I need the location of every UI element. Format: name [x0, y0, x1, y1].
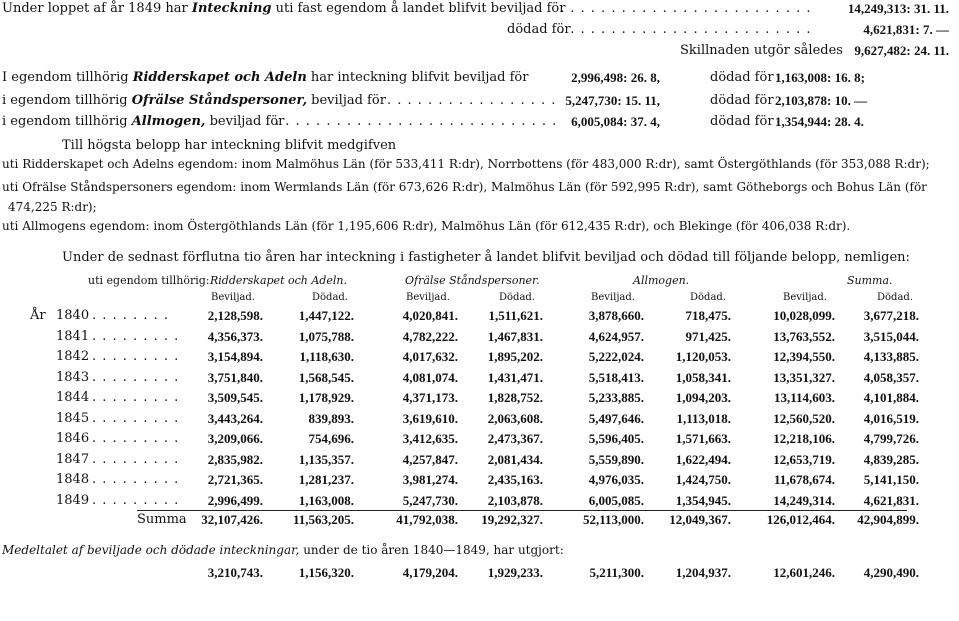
table-cell: 1,163,008.: [298, 492, 354, 508]
summary-redeemed-label: dödad för: [507, 22, 571, 37]
table-cell: 1,281,237.: [298, 472, 354, 487]
table-cell: 2,063,608.: [487, 410, 543, 426]
subheader-redeemed: Dödad.: [499, 292, 535, 303]
table-cell: 12,653,719.: [773, 451, 835, 467]
table-cell: 5,596,405.: [588, 431, 644, 446]
leader-dots: [560, 1, 816, 16]
table-cell: 1,135,357.: [298, 451, 354, 467]
year-prefix: År: [30, 308, 46, 323]
table-cell: 12,394,550.: [773, 349, 835, 364]
leader-dots: [92, 370, 184, 385]
owner-granted: 5,247,730: 15. 11,: [565, 93, 660, 108]
highest-peasantry: uti Allmogens egendom: inom Östergöthlands Län (för 1,195,606 R:dr), Malmöhus Län (för 612,435 R:dr), och Blekinge (för 406,038 R:dr).: [2, 219, 851, 233]
year-label: 1843: [56, 369, 90, 385]
table-cell: 971,425.: [685, 328, 731, 344]
table-cell: 1,431,471.: [487, 369, 543, 385]
subheader-granted: Beviljad.: [406, 292, 450, 303]
subheader-granted: Beviljad.: [211, 292, 255, 303]
table-cell: 718,475.: [685, 308, 731, 323]
table-cell: 4,976,035.: [588, 472, 644, 487]
year-label: 1849: [56, 492, 90, 508]
table-cell: 4,257,847.: [402, 451, 458, 467]
table-cell: 5,233,885.: [588, 390, 644, 405]
table-cell: 13,763,552.: [773, 328, 835, 344]
table-cell: 13,351,327.: [773, 369, 835, 385]
leader-dots: [560, 22, 816, 37]
highest-commoners: uti Ofrälse Ståndspersoners egendom: inom Wermlands Län (för 673,626 R:dr), Malmöhus Län (för 592,995 R:dr), samt Götheborgs och Bohus Län (för: [2, 180, 927, 194]
table-cell: 12,560,520.: [773, 410, 835, 426]
subheader-redeemed: Dödad.: [312, 292, 348, 303]
table-cell: 3,515,044.: [863, 328, 919, 344]
summary-difference-label: Skillnaden utgör således: [680, 43, 843, 58]
table-cell: 1,120,053.: [675, 349, 731, 364]
table-cell: 5,497,646.: [588, 410, 644, 426]
highest-commoners-cont: 474,225 R:dr);: [8, 200, 97, 214]
table-cell: 1,447,122.: [298, 308, 354, 323]
table-cell: 12,218,106.: [773, 431, 835, 446]
owner-granted: 6,005,084: 37. 4,: [571, 114, 660, 129]
table-cell: 3,154,894.: [207, 349, 263, 364]
table-cell: 5,518,413.: [588, 369, 644, 385]
table-cell: 3,412,635.: [402, 431, 458, 446]
table-cell: 4,799,726.: [863, 431, 919, 446]
group-header-sum: Summa.: [847, 274, 893, 287]
year-label: 1841: [56, 328, 90, 344]
table-cell: 3,509,545.: [207, 390, 263, 405]
sum-cell: 41,792,038.: [396, 512, 458, 527]
owner-redeemed: 1,354,944: 28. 4.: [775, 114, 864, 129]
owner-line-peasantry: i egendom tillhörig Allmogen, beviljad för: [2, 114, 285, 129]
leader-dots: [92, 308, 172, 323]
owner-line-commoners: i egendom tillhörig Ofrälse Ståndspersoner, beviljad för: [2, 93, 386, 108]
sum-cell: 12,049,367.: [669, 512, 731, 527]
highest-intro: Till högsta belopp har inteckning blifvit medgifven: [62, 138, 397, 153]
summary-difference-value: 9,627,482: 24. 11.: [854, 43, 949, 58]
sum-rule: [137, 510, 907, 511]
table-cell: 4,017,632.: [402, 349, 458, 364]
leader-dots: [92, 493, 184, 508]
table-cell: 1,622,494.: [675, 451, 731, 467]
year-label: 1847: [56, 451, 90, 467]
table-cell: 4,133,885.: [863, 349, 919, 364]
table-intro: Under de sednast förflutna tio åren har inteckning i fastigheter å landet blifvit beviljad och dödad till följande belopp, nemligen:: [62, 250, 910, 265]
table-cell: 3,677,218.: [863, 308, 919, 323]
table-cell: 1,354,945.: [675, 492, 731, 508]
owner-granted: 2,996,498: 26. 8,: [571, 70, 660, 85]
table-cell: 1,511,621.: [488, 308, 543, 323]
table-cell: 4,081,074.: [402, 369, 458, 385]
subheader-redeemed: Dödad.: [690, 292, 726, 303]
table-cell: 13,114,603.: [773, 390, 835, 405]
table-cell: 2,128,598.: [207, 308, 263, 323]
table-cell: 1,118,630.: [299, 349, 354, 364]
table-cell: 4,621,831.: [863, 492, 919, 508]
sum-cell: 126,012,464.: [766, 512, 835, 527]
table-cell: 11,678,674.: [773, 472, 835, 487]
table-cell: 4,782,222.: [402, 328, 458, 344]
owner-redeemed-label: dödad för: [710, 70, 774, 85]
table-cell: 10,028,099.: [773, 308, 835, 323]
highest-nobility: uti Ridderskapet och Adelns egendom: inom Malmöhus Län (för 533,411 R:dr), Norrbottens (för 483,000 R:dr), samt Östergöthlands (för 353,088 R:dr);: [2, 157, 930, 171]
table-cell: 3,619,610.: [402, 410, 458, 426]
table-cell: 1,568,545.: [298, 369, 354, 385]
average-cell: 1,204,937.: [675, 565, 731, 580]
group-header-commoners: Ofrälse Ståndspersoner.: [405, 274, 540, 287]
table-cell: 3,981,274.: [402, 472, 458, 487]
sum-cell: 42,904,899.: [857, 512, 919, 527]
table-cell: 3,751,840.: [207, 369, 263, 385]
year-label: 1845: [56, 410, 90, 426]
table-cell: 1,075,788.: [298, 328, 354, 344]
year-label: 1844: [56, 390, 90, 405]
table-cell: 2,835,982.: [207, 451, 263, 467]
table-cell: 4,371,173.: [402, 390, 458, 405]
table-cell: 839,893.: [308, 410, 354, 426]
table-cell: 4,016,519.: [863, 410, 919, 426]
table-cell: 5,247,730.: [402, 492, 458, 508]
table-cell: 4,624,957.: [588, 328, 644, 344]
leader-dots: [92, 329, 184, 344]
table-cell: 5,559,890.: [588, 451, 644, 467]
owner-redeemed-label: dödad för: [710, 93, 774, 108]
table-cell: 1,113,018.: [676, 410, 731, 426]
average-cell: 12,601,246.: [773, 565, 835, 580]
table-cell: 754,696.: [308, 431, 354, 446]
table-cell: 3,878,660.: [588, 308, 644, 323]
summary-redeemed-value: 4,621,831: 7. —: [863, 22, 949, 37]
sum-cell: 32,107,426.: [201, 512, 263, 527]
owner-redeemed: 2,103,878: 10. —: [775, 93, 868, 108]
table-cell: 1,424,750.: [675, 472, 731, 487]
table-cell: 2,721,365.: [207, 472, 263, 487]
table-cell: 3,443,264.: [207, 410, 263, 426]
year-label: 1840: [56, 308, 90, 323]
table-cell: 4,101,884.: [863, 390, 919, 405]
sum-cell: 19,292,327.: [481, 512, 543, 527]
sum-label: Summa: [137, 512, 187, 527]
table-cell: 1,058,341.: [675, 369, 731, 385]
owner-redeemed: 1,163,008: 16. 8;: [775, 70, 865, 85]
group-header-peasantry: Allmogen.: [633, 274, 690, 287]
table-cell: 2,103,878.: [487, 492, 543, 508]
subheader-granted: Beviljad.: [591, 292, 635, 303]
table-cell: 4,356,373.: [207, 328, 263, 344]
table-cell: 2,473,367.: [487, 431, 543, 446]
table-cell: 5,141,150.: [863, 472, 919, 487]
summary-line-granted: Under loppet af år 1849 har Inteckning uti fast egendom å landet blifvit beviljad för: [2, 1, 566, 16]
group-header-nobility: Ridderskapet och Adeln.: [210, 274, 347, 287]
leader-dots: [275, 114, 557, 129]
table-cell: 3,209,066.: [207, 431, 263, 446]
table-cell: 2,081,434.: [487, 451, 543, 467]
average-cell: 1,156,320.: [298, 565, 354, 580]
table-cell: 2,996,499.: [207, 492, 263, 508]
year-label: 1842: [56, 349, 90, 364]
owner-redeemed-label: dödad för: [710, 114, 774, 129]
leader-dots: [92, 349, 184, 364]
owner-line-nobility: I egendom tillhörig Ridderskapet och Adeln har inteckning blifvit beviljad för: [2, 70, 529, 85]
table-cell: 4,058,357.: [863, 369, 919, 385]
table-cell: 14,249,314.: [773, 492, 835, 508]
average-cell: 3,210,743.: [207, 565, 263, 580]
owner-header-label: uti egendom tillhörig:: [88, 274, 210, 287]
table-cell: 1,571,663.: [675, 431, 731, 446]
table-cell: 1,895,202.: [487, 349, 543, 364]
subheader-granted: Beviljad.: [783, 292, 827, 303]
subheader-redeemed: Dödad.: [877, 292, 913, 303]
leader-dots: [92, 452, 184, 467]
table-cell: 1,467,831.: [487, 328, 543, 344]
average-cell: 1,929,233.: [487, 565, 543, 580]
table-cell: 1,178,929.: [298, 390, 354, 405]
average-cell: 4,290,490.: [863, 565, 919, 580]
table-cell: 1,828,752.: [487, 390, 543, 405]
summary-granted-value: 14,249,313: 31. 11.: [847, 1, 949, 16]
leader-dots: [92, 390, 184, 405]
table-cell: 1,094,203.: [675, 390, 731, 405]
table-cell: 4,020,841.: [402, 308, 458, 323]
sum-cell: 11,563,205.: [292, 512, 354, 527]
sum-cell: 52,113,000.: [582, 512, 644, 527]
table-cell: 6,005,085.: [588, 492, 644, 508]
year-label: 1846: [56, 431, 90, 446]
leader-dots: [92, 431, 184, 446]
average-cell: 5,211,300.: [589, 565, 644, 580]
average-label: Medeltalet af beviljade och dödade inteckningar, under de tio åren 1840—1849, har utgjort:: [2, 543, 564, 557]
table-cell: 5,222,024.: [588, 349, 644, 364]
table-cell: 2,435,163.: [487, 472, 543, 487]
average-cell: 4,179,204.: [402, 565, 458, 580]
year-label: 1848: [56, 472, 90, 487]
table-cell: 4,839,285.: [863, 451, 919, 467]
leader-dots: [92, 472, 184, 487]
leader-dots: [92, 411, 184, 426]
